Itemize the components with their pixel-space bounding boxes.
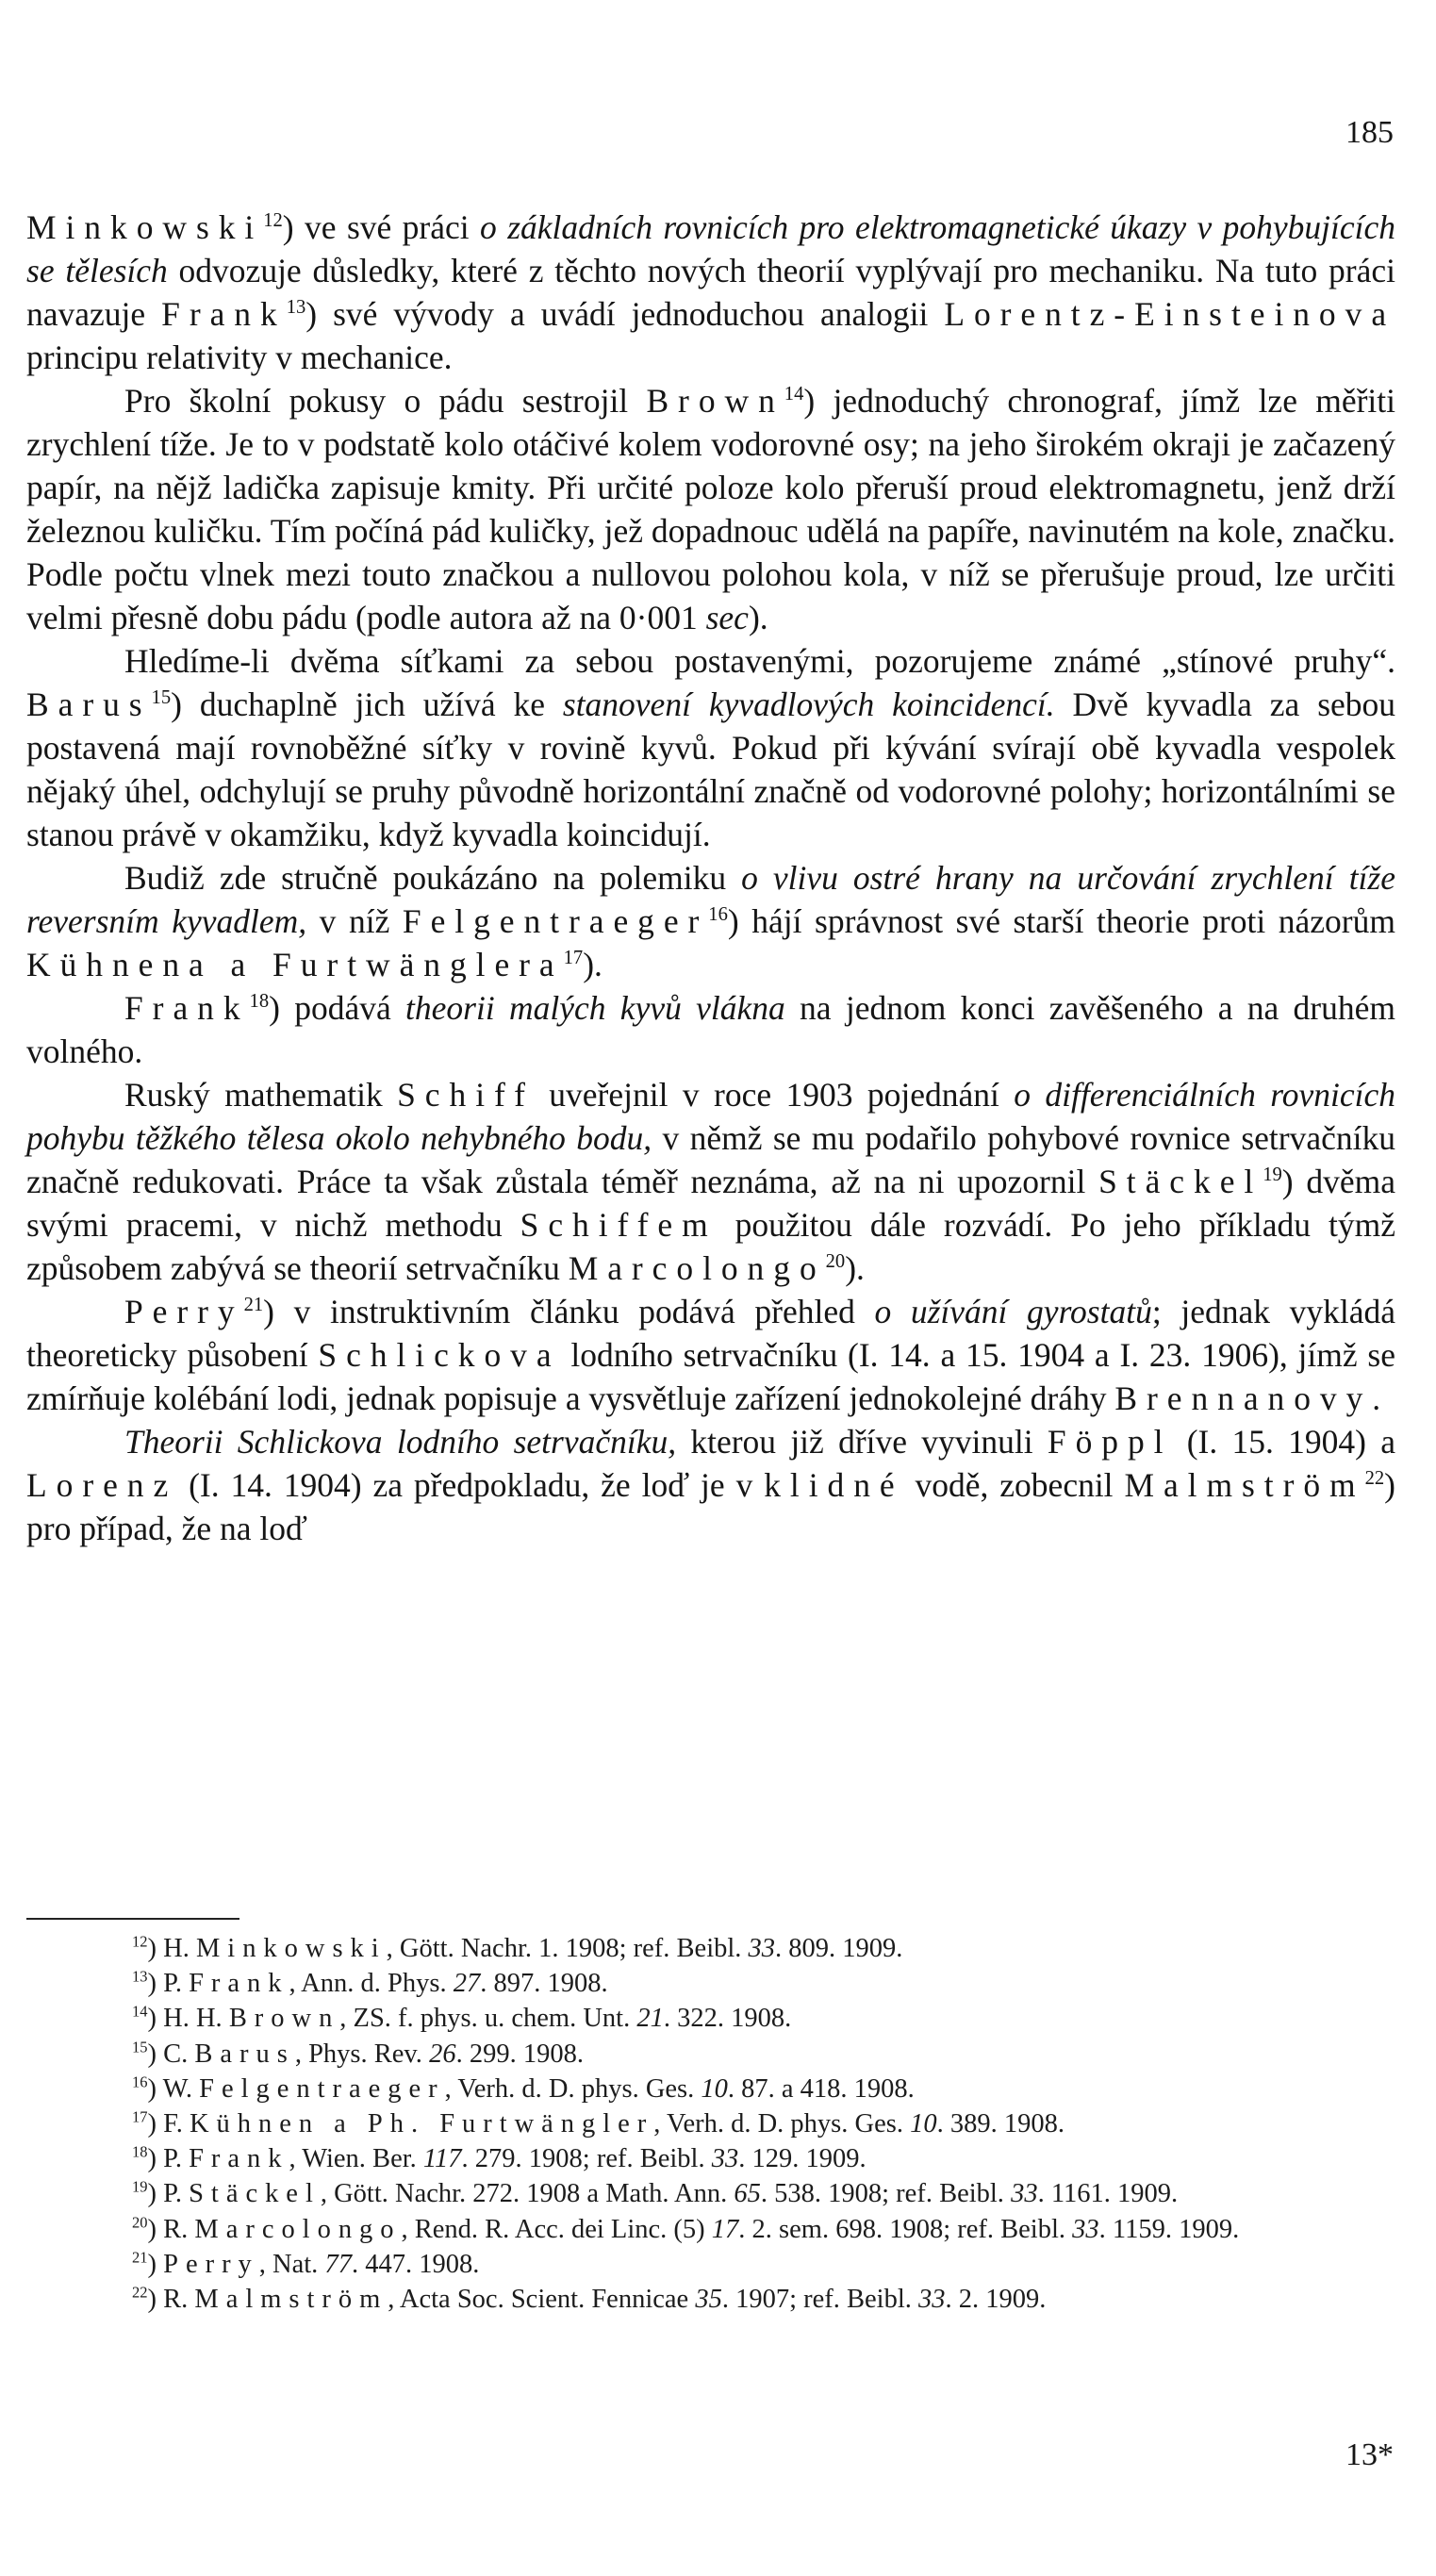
text-run: ) dvěma svými pracemi, v nichž methodu — [26, 1163, 1396, 1244]
italic-text: o užívání gyrostatů — [874, 1293, 1152, 1330]
text-run: . 87. a 418. 1908. — [727, 2073, 915, 2104]
text-run: P. — [163, 2144, 190, 2174]
paragraph — [26, 986, 1395, 1073]
text-run: ) své vývody a uvádí jednoduchou analogii — [305, 295, 945, 333]
author-name: Marcolongo — [568, 1249, 826, 1287]
main-text — [26, 206, 1395, 1550]
text-run: , Wien. Ber. — [289, 2144, 423, 2174]
text-run: ) pro případ, že na loď — [26, 1466, 1395, 1547]
text-run: ). — [583, 946, 602, 983]
author-name: Schiff — [397, 1076, 535, 1114]
author-name: klidné — [764, 1466, 904, 1504]
footnote — [26, 2247, 1395, 2282]
footnote-ref: 15 — [151, 687, 172, 709]
author-name: Barus — [26, 685, 152, 723]
footnote — [26, 1931, 1395, 1966]
text-run: , Rend. R. Acc. dei Linc. (5) — [401, 2214, 712, 2244]
author-name: Schlickova — [318, 1336, 561, 1374]
author-name: Marcolongo — [194, 2214, 402, 2244]
text-run: P. — [163, 2179, 190, 2209]
text-run: odvozuje důsledky, které z těchto nových theorií vyplývají pro mechaniku. Na tuto práci navazuje — [26, 252, 1395, 333]
paragraph — [26, 1290, 1395, 1420]
italic-text: 17 — [711, 2214, 739, 2244]
italic-text: 21 — [636, 2004, 664, 2034]
text-run: , Phys. Rev. — [294, 2039, 430, 2069]
text-run: . — [1372, 1379, 1381, 1417]
text-run: C. — [163, 2039, 195, 2069]
author-name: Perry — [163, 2249, 259, 2279]
text-run: , Verh. d. D. phys. Ges. — [444, 2073, 701, 2104]
author-name: Stäckel — [189, 2179, 321, 2209]
text-run: použitou dále rozvádí. Po jeho příkladu týmž způsobem zabývá se theorií setrvačníku — [26, 1206, 1395, 1287]
italic-text: 10 — [910, 2109, 937, 2139]
text-run: ) ve své práci — [282, 208, 481, 246]
text-run: . 129. 1909. — [738, 2144, 867, 2174]
paragraph — [26, 379, 1395, 639]
text-run: . 2. sem. 698. 1908; ref. Beibl. — [738, 2214, 1073, 2244]
text-run: ) v instruktivním článku podává přehled — [263, 1293, 875, 1330]
author-name: Brown — [228, 2004, 340, 2034]
footnote-paren: ) — [147, 2249, 164, 2279]
italic-text: 65 — [734, 2179, 761, 2209]
text-run: H. H. — [163, 2004, 229, 2034]
footnote — [26, 2176, 1395, 2211]
text-run: P. — [163, 1969, 190, 1999]
text-run: (I. 15. 1904) a — [1172, 1423, 1395, 1461]
text-run: Budiž zde stručně poukázáno na polemiku — [124, 859, 742, 897]
text-run: ) podává — [269, 989, 406, 1027]
footnote — [26, 2212, 1395, 2247]
footnote-number: 15 — [132, 2038, 148, 2056]
footnote — [26, 1966, 1395, 2001]
text-run: ). — [845, 1249, 865, 1287]
footnote-ref: 18 — [249, 991, 270, 1013]
author-name: Kühnen a Ph. Furtwängler — [189, 2109, 654, 2139]
text-run: , ZS. f. phys. u. chem. Unt. — [339, 2004, 637, 2034]
text-run: ) duchaplně jich užívá ke — [171, 685, 563, 723]
italic-text: 33 — [1011, 2179, 1038, 2209]
italic-text: 33 — [918, 2285, 946, 2315]
author-name: Lorenz — [26, 1466, 178, 1504]
text-run: . 1907; ref. Beibl. — [721, 2285, 918, 2315]
text-run: . 1161. 1909. — [1037, 2179, 1179, 2209]
author-name: Brennanovy — [1114, 1379, 1373, 1417]
text-run: , Verh. d. D. phys. Ges. — [653, 2109, 911, 2139]
italic-text: 33 — [748, 1934, 776, 1963]
text-run: ) hájí správnost své starší theorie proti názorům — [727, 902, 1395, 940]
text-run: F. — [163, 2109, 190, 2139]
italic-text: 77 — [324, 2249, 352, 2279]
footnote-paren: ) — [147, 2214, 164, 2244]
text-run: na jednom konci zavěšeného a na druhém volného. — [26, 989, 1395, 1070]
paragraph — [26, 856, 1395, 986]
author-name: Minkowski — [26, 208, 264, 246]
author-name: Lorentz-Einsteinova — [944, 295, 1396, 333]
author-name: Felgentraeger — [199, 2073, 445, 2104]
text-run: Pro školní pokusy o pádu sestrojil — [124, 382, 647, 420]
author-name: Frank — [189, 2144, 289, 2174]
text-run: (I. 14. 1904) za předpokladu, že loď je v — [177, 1466, 765, 1504]
footnote-number: 12 — [132, 1932, 148, 1951]
text-run: Dvě kyvadla za sebou postavená mají rovnoběžné síťky v rovině kyvů. Pokud při kývání svírají obě kyvadla vespolek nějaký úhel, odchylují se pruhy původně horizontální značně od vodorovné polohy; horizontálními se stanou právě v okamžiku, když kyvadla koincidují. — [26, 685, 1396, 853]
author-name: Frank — [124, 989, 250, 1027]
footnote — [26, 2106, 1395, 2141]
italic-text: 10 — [701, 2073, 728, 2104]
footnote-paren: ) — [147, 2073, 163, 2104]
paragraph — [26, 1073, 1395, 1290]
author-name: Malmström — [1124, 1466, 1365, 1504]
text-run: Ruský mathematik — [124, 1076, 398, 1114]
footnote — [26, 2072, 1395, 2106]
text-run: ; jednak vykládá theoreticky působení — [26, 1293, 1395, 1374]
footnote-paren: ) — [147, 1934, 164, 1963]
footnote-paren: ) — [147, 2004, 164, 2034]
text-run: , Nat. — [258, 2249, 325, 2279]
text-run: . 2. 1909. — [945, 2285, 1047, 2315]
italic-text: o základních rovnicích pro elektromagnetické úkazy v pohybujících se tělesích — [26, 208, 1395, 289]
text-run: . 447. 1908. — [351, 2249, 480, 2279]
footnote — [26, 2037, 1395, 2072]
footnotes — [26, 1931, 1395, 2317]
italic-text: sec — [705, 599, 749, 636]
author-name: Malmström — [194, 2285, 388, 2315]
text-run: lodního setrvačníku (I. 14. a 15. 1904 a I. 23. 1906), jímž se zmírňuje kolébání lodi, jednak popisuje a vysvětluje zařízení jednokolejné dráhy — [26, 1336, 1395, 1417]
text-run: . 299. 1908. — [455, 2039, 584, 2069]
paragraph — [26, 639, 1395, 856]
footnote-number: 18 — [132, 2142, 148, 2161]
footnote-number: 17 — [132, 2107, 148, 2126]
author-name: Brown — [646, 382, 784, 420]
text-run: W. — [162, 2073, 200, 2104]
italic-text: o differenciálních rovnicích pohybu těžkého tělesa okolo nehybného bodu, — [26, 1076, 1395, 1157]
text-run: uveřejnil v roce 1903 pojednání — [534, 1076, 1015, 1114]
text-run: H. — [163, 1934, 196, 1963]
text-run: . 389. 1908. — [936, 2109, 1065, 2139]
footnote-rule — [26, 1918, 239, 1920]
text-run: ) jednoduchý chronograf, jímž lze měřiti zrychlení tíže. Je to v podstatě kolo otáčivé kolem vodorovné osy; na jeho širokém okraji je začazený papír, na nějž ladička zapisuje kmity. Při určité poloze kolo přeruší proud elektromagnetu, jenž drží železnou kuličku. Tím počíná pád kuličky, jež dopadnouc udělá na papíře, navinutém na kole, značku. Podle počtu vlnek mezi touto značkou a nullovou polohou kola, v níž se přerušuje proud, lze určiti velmi přesně dobu pádu (podle autora až na 0·001 — [26, 382, 1395, 636]
text-run: principu relativity v mechanice. — [26, 339, 453, 376]
footnote-ref: 21 — [243, 1295, 264, 1316]
text-run: Hledíme-li dvěma síťkami za sebou postavenými, pozorujeme známé „stínové pruhy“. — [124, 642, 1395, 680]
footnote-paren: ) — [147, 2144, 164, 2174]
italic-text: stanovení kyvadlových koincidencí. — [562, 685, 1055, 723]
footnote-number: 16 — [132, 2072, 148, 2091]
italic-text: 35 — [695, 2285, 722, 2315]
page-number: 185 — [1345, 115, 1394, 150]
text-run: . 279. 1908; ref. Beibl. — [461, 2144, 712, 2174]
italic-text: 33 — [1072, 2214, 1099, 2244]
author-name: Barus — [194, 2039, 295, 2069]
footnote-number: 20 — [132, 2213, 148, 2232]
italic-text: Theorii Schlickova lodního setrvačníku, — [124, 1423, 677, 1461]
text-run: v níž — [306, 902, 403, 940]
text-run: . 322. 1908. — [663, 2004, 792, 2034]
italic-text: 26 — [429, 2039, 456, 2069]
footnote — [26, 2001, 1395, 2036]
text-run: kterou již dříve vyvinuli — [676, 1423, 1048, 1461]
italic-text: theorii malých kyvů vlákna — [405, 989, 785, 1027]
text-run: , Gött. Nachr. 1. 1908; ref. Beibl. — [386, 1934, 749, 1963]
text-run: , Gött. Nachr. 272. 1908 a Math. Ann. — [320, 2179, 735, 2209]
footnote-paren: ) — [147, 2109, 164, 2139]
author-name: Stäckel — [1098, 1163, 1263, 1200]
footnote-paren: ) — [147, 1969, 164, 1999]
author-name: Perry — [124, 1293, 244, 1330]
text-run: , Ann. d. Phys. — [289, 1969, 454, 1999]
text-run: R. — [163, 2214, 195, 2244]
footnote-ref: 19 — [1263, 1164, 1282, 1186]
author-name: Felgentraeger — [402, 902, 709, 940]
footnote-ref: 16 — [708, 904, 728, 926]
footnote-paren: ) — [147, 2039, 164, 2069]
text-run: . 1159. 1909. — [1098, 2214, 1240, 2244]
paragraph — [26, 206, 1395, 379]
author-name: Minkowski — [195, 1934, 387, 1963]
italic-text: 27 — [453, 1969, 481, 1999]
footnote-ref: 12 — [263, 210, 283, 232]
footnote — [26, 2141, 1395, 2176]
italic-text: o vlivu ostré hrany na určování zrychlení tíže reversním kyvadlem, — [26, 859, 1395, 940]
text-run: vodě, zobecnil — [903, 1466, 1125, 1504]
author-name: Kühnena a Furtwänglera — [26, 946, 564, 983]
footnote-ref: 13 — [286, 297, 306, 319]
text-run: . 538. 1908; ref. Beibl. — [760, 2179, 1012, 2209]
footnote-paren: ) — [147, 2285, 164, 2315]
footnote — [26, 2282, 1395, 2317]
footnote-number: 22 — [132, 2283, 148, 2302]
text-run: , Acta Soc. Scient. Fennicae — [388, 2285, 696, 2315]
text-run: R. — [163, 2285, 195, 2315]
paragraph — [26, 1420, 1395, 1550]
footnote-ref: 17 — [563, 948, 584, 969]
footnote-number: 13 — [132, 1967, 148, 1986]
footnote-ref: 14 — [784, 384, 804, 405]
footnote-ref: 20 — [825, 1251, 846, 1273]
author-name: Frank — [161, 295, 287, 333]
text-run: . 897. 1908. — [480, 1969, 608, 1999]
text-run: v němž se mu podařilo pohybové rovnice setrvačníku značně redukovati. Práce ta však zůstala téměř neznáma, až na ni upozornil — [26, 1119, 1395, 1200]
author-name: Frank — [189, 1969, 289, 1999]
italic-text: 33 — [711, 2144, 739, 2174]
footnote-number: 19 — [132, 2177, 148, 2196]
italic-text: 117 — [422, 2144, 462, 2174]
footnote-number: 21 — [132, 2248, 148, 2267]
footnote-ref: 22 — [1364, 1468, 1385, 1490]
footnote-number: 14 — [132, 2002, 148, 2021]
author-name: Föppl — [1047, 1423, 1173, 1461]
text-run: ). — [748, 599, 768, 636]
author-name: Schiffem — [520, 1206, 718, 1244]
sheet-signature: 13* — [1345, 2437, 1394, 2472]
footnote-paren: ) — [147, 2179, 164, 2209]
text-run: . 809. 1909. — [775, 1934, 903, 1963]
